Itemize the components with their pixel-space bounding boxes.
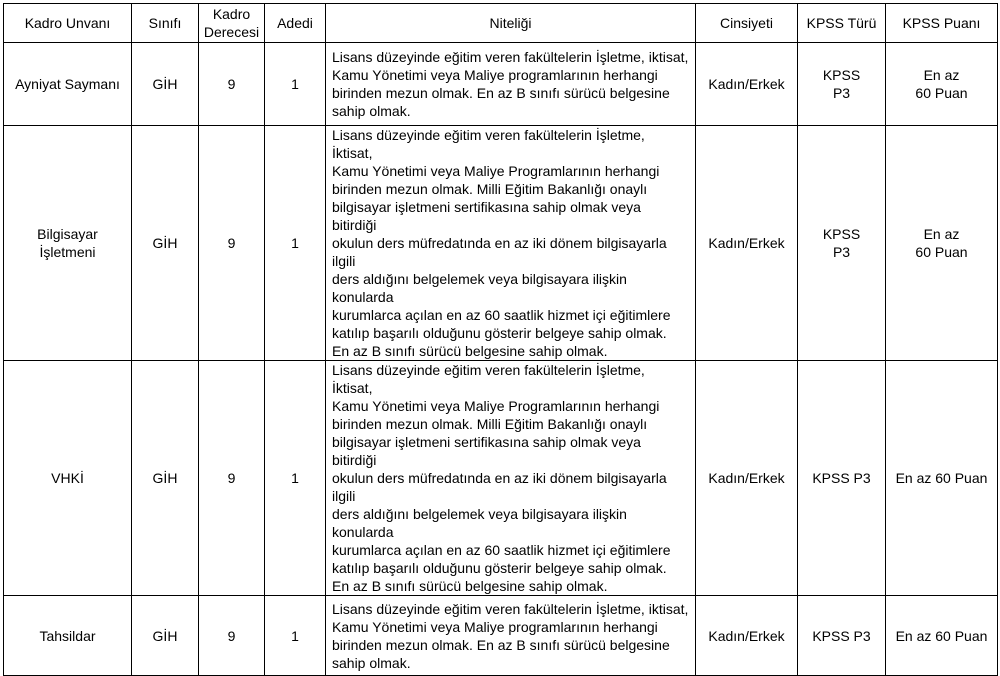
header-cinsiyeti: Cinsiyeti [696, 4, 798, 43]
kadro-table [3, 3, 998, 676]
header-sinifi: Sınıfı [132, 4, 199, 43]
header-kpss-turu: KPSS Türü [798, 4, 886, 43]
cell-kadro-unvani: Ayniyat Saymanı [4, 43, 132, 126]
cell-kpss-turu: KPSS P3 [798, 126, 886, 361]
cell-kpss-turu: KPSS P3 [798, 361, 886, 596]
cell-cinsiyeti: Kadın/Erkek [696, 126, 798, 361]
cell-adedi: 1 [265, 596, 326, 676]
table-row [4, 361, 998, 596]
cell-niteligi: Lisans düzeyinde eğitim veren fakültelerin İşletme, İktisat, Kamu Yönetimi veya Maliye Programlarının herhangi birinden mezun olmak. Milli Eğitim Bakanlığı onaylı bilgisayar işletmeni sertifikasına sahip olmak veya bitirdiği okulun ders müfredatında en az iki dönem bilgisayarla ilgili ders aldığını belgelemek veya bilgisayara ilişkin konularda kurumlarca açılan en az 60 saatlik hizmet içi eğitimlere katılıp başarılı olduğunu gösterir belgeye sahip olmak. En az B sınıfı sürücü belgesine sahip olmak. [326, 361, 696, 596]
cell-kadro-unvani: VHKİ [4, 361, 132, 596]
cell-niteligi: Lisans düzeyinde eğitim veren fakültelerin İşletme, iktisat, Kamu Yönetimi veya Maliye programlarının herhangi birinden mezun olmak. En az B sınıfı sürücü belgesine sahip olmak. [326, 43, 696, 126]
header-kpss-puani: KPSS Puanı [886, 4, 998, 43]
cell-niteligi: Lisans düzeyinde eğitim veren fakültelerin İşletme, İktisat, Kamu Yönetimi veya Maliye Programlarının herhangi birinden mezun olmak. Milli Eğitim Bakanlığı onaylı bilgisayar işletmeni sertifikasına sahip olmak veya bitirdiği okulun ders müfredatında en az iki dönem bilgisayarla ilgili ders aldığını belgelemek veya bilgisayara ilişkin konularda kurumlarca açılan en az 60 saatlik hizmet içi eğitimlere katılıp başarılı olduğunu gösterir belgeye sahip olmak. En az B sınıfı sürücü belgesine sahip olmak. [326, 126, 696, 361]
table-row [4, 43, 998, 126]
table-row [4, 596, 998, 676]
cell-kadro-derecesi: 9 [199, 126, 265, 361]
cell-adedi: 1 [265, 361, 326, 596]
cell-sinifi: GİH [132, 126, 199, 361]
cell-kpss-puani: En az 60 Puan [886, 126, 998, 361]
header-kadro-derecesi: Kadro Derecesi [199, 4, 265, 43]
cell-kadro-derecesi: 9 [199, 361, 265, 596]
cell-kadro-derecesi: 9 [199, 43, 265, 126]
cell-niteligi: Lisans düzeyinde eğitim veren fakültelerin İşletme, iktisat, Kamu Yönetimi veya Maliye programlarının herhangi birinden mezun olmak. En az B sınıfı sürücü belgesine sahip olmak. [326, 596, 696, 676]
cell-cinsiyeti: Kadın/Erkek [696, 43, 798, 126]
cell-kadro-derecesi: 9 [199, 596, 265, 676]
cell-kadro-unvani: Bilgisayar İşletmeni [4, 126, 132, 361]
cell-cinsiyeti: Kadın/Erkek [696, 361, 798, 596]
cell-adedi: 1 [265, 43, 326, 126]
header-adedi: Adedi [265, 4, 326, 43]
cell-kpss-puani: En az 60 Puan [886, 43, 998, 126]
cell-kpss-puani: En az 60 Puan [886, 361, 998, 596]
cell-adedi: 1 [265, 126, 326, 361]
header-niteligi: Niteliği [326, 4, 696, 43]
header-kadro-unvani: Kadro Unvanı [4, 4, 132, 43]
cell-sinifi: GİH [132, 43, 199, 126]
cell-kpss-turu: KPSS P3 [798, 43, 886, 126]
cell-kadro-unvani: Tahsildar [4, 596, 132, 676]
cell-kpss-turu: KPSS P3 [798, 596, 886, 676]
table-row [4, 126, 998, 361]
header-row [4, 4, 998, 43]
cell-sinifi: GİH [132, 596, 199, 676]
cell-sinifi: GİH [132, 361, 199, 596]
cell-kpss-puani: En az 60 Puan [886, 596, 998, 676]
cell-cinsiyeti: Kadın/Erkek [696, 596, 798, 676]
